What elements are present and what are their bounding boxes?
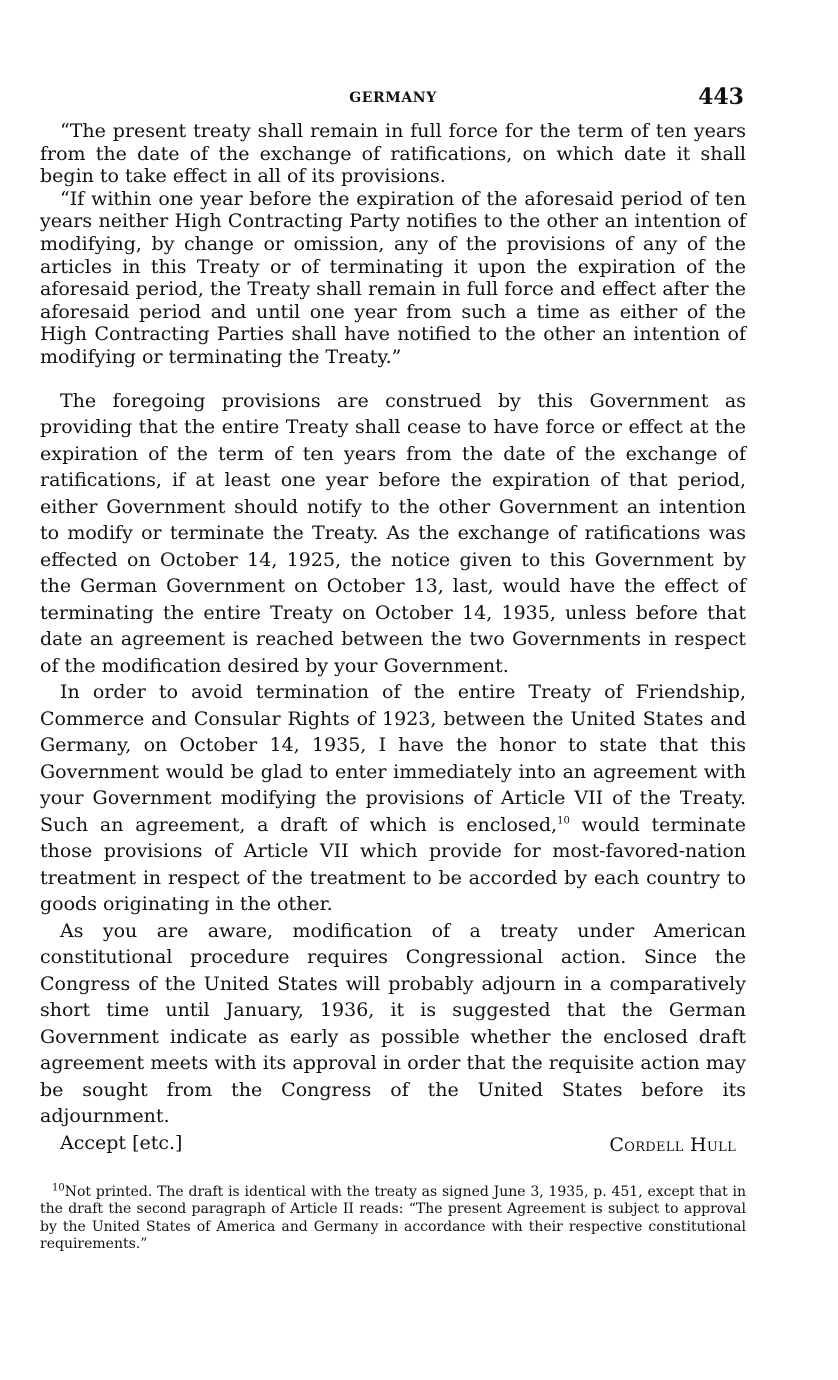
document-page — [40, 86, 746, 1254]
body-paragraph-construction: The foregoing provisions are construed by this Government as providing that the entire Treaty shall cease to have force or effect at the expiration of the term of ten years from the date of the exchange of ratifications, if at least one year before the expiration of that period, either Government should notify to the other Government an intention to modify or terminate the Treaty. As the exchange of ratifications was effected on October 14, 1925, the notice given to this Government by the German Government on October 13, last, would have the effect of terminating the entire Treaty on October 14, 1935, unless before that date an agreement is reached between the two Governments in respect of the modification desired by your Government. — [40, 389, 746, 677]
closing-accept: Accept [etc.] — [60, 1131, 183, 1154]
running-title: GERMANY — [349, 90, 437, 106]
quoted-treaty-provisions — [40, 120, 746, 369]
body-paragraph-proposal — [40, 679, 746, 918]
body-paragraph-congress: As you are aware, modification of a treaty under American constitutional procedure requires Congressional action. Since the Congress of the United States will probably adjourn in a comparatively short time until January, 1936, it is suggested that the German Government indicate as early as possible whether the enclosed draft agreement meets with its approval in order that the requisite action may be sought from the Congress of the United States before its adjournment. — [40, 919, 746, 1128]
footnote-text: Not printed. The draft is identical with the treaty as signed June 3, 1935, p. 451, except that in the draft the second paragraph of Article II reads: “The present Agreement is subject to approval by the United States of America and Germany in accordance with their respective constitutional requirements.” — [40, 1183, 746, 1253]
letter-closing — [40, 1130, 746, 1164]
signature: Cordell Hull — [609, 1133, 736, 1156]
proposal-text-end: would terminate those provisions of Article VII which provide for most-favored-nation treatment in respect of the treatment to be accorded by each country to goods originating in the other. — [40, 813, 746, 916]
quote-paragraph-term: “The present treaty shall remain in full force for the term of ten years from the date of the exchange of ratifications, on which date it shall begin to take effect in all of its provisions. — [40, 120, 746, 188]
footnote-marker: 10 — [52, 1181, 65, 1193]
footnote — [40, 1181, 746, 1254]
proposal-text-start: In order to avoid termination of the entire Treaty of Friendship, Commerce and Consular Rights of 1923, between the United States and Germany, on October 14, 1935, I have the honor to state that this Government would be glad to enter immediately into an agreement with your Government modifying the provisions of Article VII of the Treaty. Such an agreement, a draft of which is enclosed, — [40, 681, 746, 836]
quote-paragraph-renewal: “If within one year before the expiration of the aforesaid period of ten years neither High Contracting Party notifies to the other an intention of modifying, by change or omission, any of the provisions of any of the articles in this Treaty or of terminating it upon the expiration of the aforesaid period, the Treaty shall remain in full force and effect after the aforesaid period and until one year from such a time as either of the High Contracting Parties shall have notified to the other an intention of modifying or terminating the Treaty.” — [40, 187, 746, 368]
running-head — [40, 86, 746, 120]
letter-body — [40, 388, 746, 1130]
page-number: 443 — [698, 84, 744, 110]
footnote-reference[interactable]: 10 — [557, 815, 570, 827]
